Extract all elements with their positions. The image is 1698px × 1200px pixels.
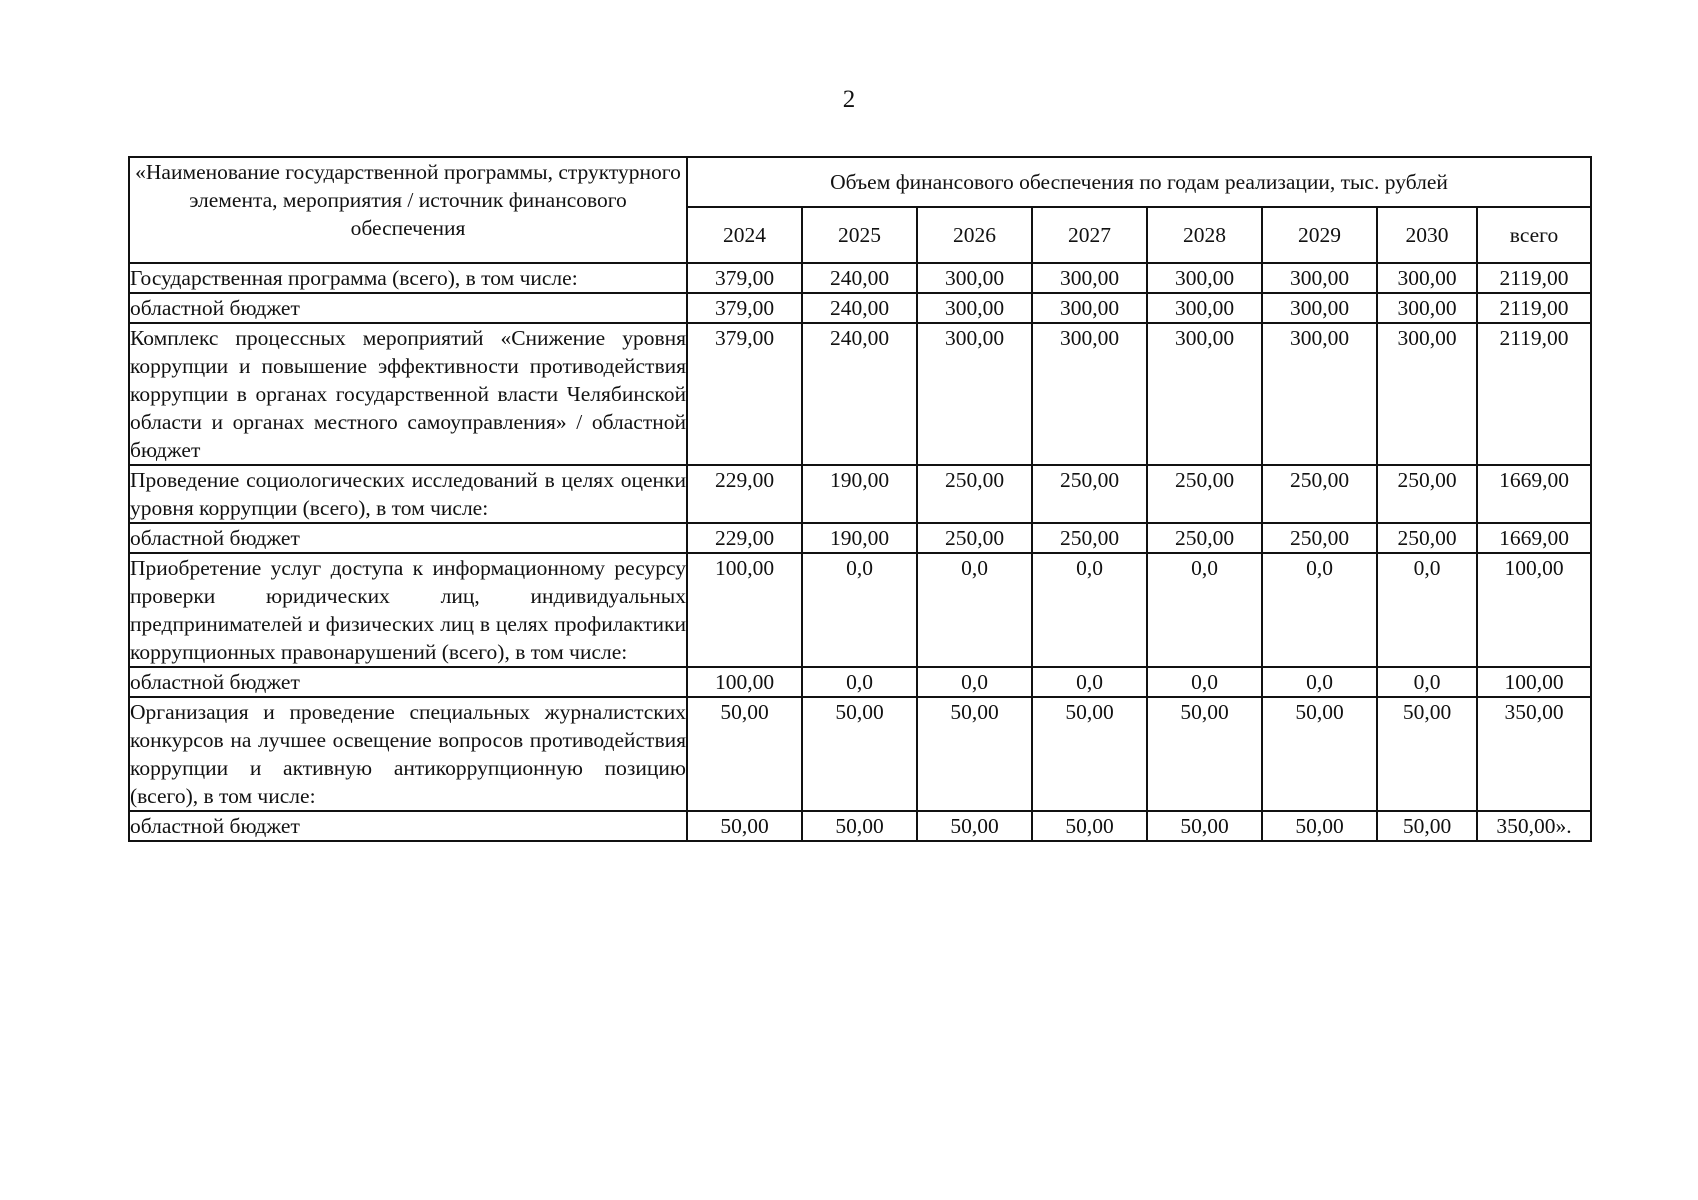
value-2029: 50,00 [1262,811,1377,841]
page-number: 2 [842,86,856,113]
table-row [129,323,1591,465]
value-2030: 0,0 [1377,667,1477,697]
value-2028: 250,00 [1147,465,1262,523]
value-2028: 0,0 [1147,667,1262,697]
total-header: всего [1477,207,1591,263]
value-2027: 50,00 [1032,811,1147,841]
value-2027: 300,00 [1032,323,1147,465]
row-name: областной бюджет [129,811,687,841]
value-2026: 300,00 [917,293,1032,323]
table-row [129,465,1591,523]
year-header-2025: 2025 [802,207,917,263]
value-2025: 50,00 [802,811,917,841]
row-name: областной бюджет [129,523,687,553]
value-2030: 300,00 [1377,263,1477,293]
year-header-2026: 2026 [917,207,1032,263]
row-name: Приобретение услуг доступа к информационному ресурсу проверки юридических лиц, индивидуальных предпринимателей и физических лиц в целях профилактики коррупционных правонарушений (всего), в том числе: [129,553,687,667]
value-2027: 0,0 [1032,553,1147,667]
value-2027: 250,00 [1032,523,1147,553]
value-2026: 250,00 [917,523,1032,553]
row-name: Государственная программа (всего), в том числе: [129,263,687,293]
header-row-top [129,157,1591,207]
value-2024: 50,00 [687,697,802,811]
value-2026: 50,00 [917,697,1032,811]
value-2029: 0,0 [1262,667,1377,697]
funding-volume-header: Объем финансового обеспечения по годам реализации, тыс. рублей [687,157,1591,207]
row-name: Организация и проведение специальных журналистских конкурсов на лучшее освещение вопросов противодействия коррупции и активную антикоррупционную позицию (всего), в том числе: [129,697,687,811]
value-2025: 240,00 [802,323,917,465]
value-2029: 250,00 [1262,523,1377,553]
row-name: областной бюджет [129,293,687,323]
value-2028: 250,00 [1147,523,1262,553]
value-2028: 50,00 [1147,811,1262,841]
value-2029: 50,00 [1262,697,1377,811]
value-2027: 300,00 [1032,293,1147,323]
value-2028: 300,00 [1147,293,1262,323]
value-2024: 379,00 [687,263,802,293]
value-2026: 0,0 [917,553,1032,667]
value-2024: 229,00 [687,465,802,523]
value-2030: 300,00 [1377,323,1477,465]
year-header-2028: 2028 [1147,207,1262,263]
value-total: 100,00 [1477,667,1591,697]
year-header-2027: 2027 [1032,207,1147,263]
financing-table [128,156,1592,842]
value-2026: 300,00 [917,263,1032,293]
value-2024: 379,00 [687,323,802,465]
value-2030: 250,00 [1377,523,1477,553]
year-header-2029: 2029 [1262,207,1377,263]
value-2030: 50,00 [1377,811,1477,841]
value-2030: 0,0 [1377,553,1477,667]
value-2027: 250,00 [1032,465,1147,523]
value-total: 2119,00 [1477,263,1591,293]
table-row [129,811,1591,841]
value-total: 1669,00 [1477,465,1591,523]
table-row [129,263,1591,293]
table-body [129,263,1591,841]
value-2027: 0,0 [1032,667,1147,697]
value-2028: 50,00 [1147,697,1262,811]
value-2025: 240,00 [802,263,917,293]
value-2028: 300,00 [1147,323,1262,465]
row-name: областной бюджет [129,667,687,697]
name-column-header: «Наименование государственной программы, структурного элемента, мероприятия / источник финансового обеспечения [129,157,687,263]
row-name: Проведение социологических исследований в целях оценки уровня коррупции (всего), в том числе: [129,465,687,523]
value-2025: 240,00 [802,293,917,323]
value-2029: 250,00 [1262,465,1377,523]
value-2024: 50,00 [687,811,802,841]
value-2025: 190,00 [802,465,917,523]
table-row [129,667,1591,697]
value-2030: 250,00 [1377,465,1477,523]
value-2029: 300,00 [1262,293,1377,323]
value-2024: 100,00 [687,667,802,697]
table-row [129,523,1591,553]
value-total: 350,00». [1477,811,1591,841]
value-2024: 229,00 [687,523,802,553]
value-2027: 50,00 [1032,697,1147,811]
table-header [129,157,1591,263]
value-2028: 300,00 [1147,263,1262,293]
value-2029: 0,0 [1262,553,1377,667]
value-2026: 50,00 [917,811,1032,841]
value-2028: 0,0 [1147,553,1262,667]
value-2027: 300,00 [1032,263,1147,293]
year-header-2030: 2030 [1377,207,1477,263]
table-row [129,293,1591,323]
table-row [129,697,1591,811]
value-total: 350,00 [1477,697,1591,811]
value-2026: 0,0 [917,667,1032,697]
value-2024: 379,00 [687,293,802,323]
value-2029: 300,00 [1262,323,1377,465]
value-2026: 300,00 [917,323,1032,465]
value-2030: 50,00 [1377,697,1477,811]
value-total: 2119,00 [1477,323,1591,465]
value-total: 100,00 [1477,553,1591,667]
value-2030: 300,00 [1377,293,1477,323]
value-2025: 50,00 [802,697,917,811]
value-2024: 100,00 [687,553,802,667]
value-2025: 190,00 [802,523,917,553]
value-total: 2119,00 [1477,293,1591,323]
value-2029: 300,00 [1262,263,1377,293]
value-total: 1669,00 [1477,523,1591,553]
value-2025: 0,0 [802,553,917,667]
table-row [129,553,1591,667]
value-2026: 250,00 [917,465,1032,523]
year-header-2024: 2024 [687,207,802,263]
row-name: Комплекс процессных мероприятий «Снижение уровня коррупции и повышение эффективности противодействия коррупции в органах государственной власти Челябинской области и органах местного самоуправления» / областной бюджет [129,323,687,465]
value-2025: 0,0 [802,667,917,697]
